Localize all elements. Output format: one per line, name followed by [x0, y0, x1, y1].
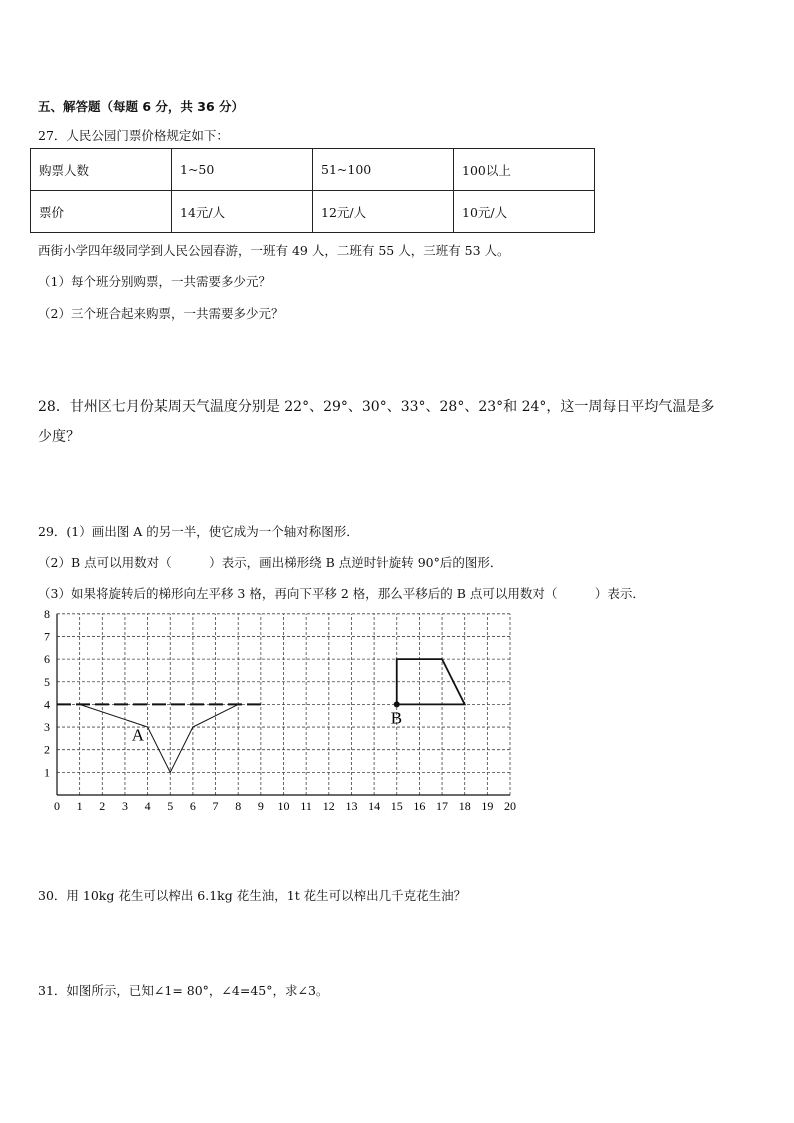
point-b-marker [394, 701, 400, 707]
q27-sub1: （1）每个班分别购票，一共需要多少元？ [38, 274, 271, 289]
q27-sub2: （2）三个班合起来购票，一共需要多少元？ [38, 306, 284, 321]
y-tick-label: 1 [44, 765, 50, 780]
q29-line2: （2）B 点可以用数对（ ）表示，画出梯形绕 B 点逆时针旋转 90°后的图形． [38, 555, 503, 570]
section-title: 五、解答题（每题 6 分，共 36 分） [38, 99, 245, 114]
table-cell: 购票人数 [31, 149, 172, 191]
x-tick-label: 14 [368, 799, 381, 813]
x-tick-label: 20 [504, 799, 516, 813]
price-table [30, 148, 595, 233]
table-cell: 10元/人 [454, 191, 595, 233]
y-tick-label: 8 [44, 606, 50, 621]
point-b-label: B [390, 708, 403, 728]
y-tick-label: 2 [44, 742, 50, 757]
coordinate-grid [0, 600, 560, 820]
x-tick-label: 10 [277, 799, 290, 813]
x-tick-label: 11 [300, 799, 312, 813]
q28-line2: 少度？ [38, 429, 80, 445]
table-cell: 票价 [31, 191, 172, 233]
y-tick-label: 7 [44, 629, 50, 644]
figure-a-label: A [131, 725, 145, 745]
q29-line3: （3）如果将旋转后的梯形向左平移 3 格，再向下平移 2 格，那么平移后的 B 点可以用数对（ ）表示． [38, 586, 645, 601]
x-tick-label: 0 [54, 799, 60, 813]
x-tick-label: 13 [345, 799, 358, 813]
table-cell: 100以上 [454, 149, 595, 191]
x-tick-label: 4 [144, 799, 151, 813]
figure-a-half [80, 704, 239, 772]
x-tick-label: 8 [235, 799, 242, 813]
y-tick-label: 4 [44, 697, 50, 712]
table-cell: 14元/人 [172, 191, 313, 233]
table-cell: 12元/人 [313, 191, 454, 233]
q27-intro: 27．人民公园门票价格规定如下： [38, 128, 229, 143]
q30-text: 30．用 10kg 花生可以榨出 6.1kg 花生油，1t 花生可以榨出几千克花生油？ [38, 888, 467, 903]
y-tick-label: 3 [44, 720, 50, 735]
q29-line1: 29．(1）画出图 A 的另一半，使它成为一个轴对称图形． [38, 524, 359, 539]
x-tick-label: 16 [413, 799, 426, 813]
table-cell: 1~50 [172, 149, 313, 191]
q31-text: 31．如图所示，已知∠1= 80°，∠4=45°，求∠3。 [38, 983, 329, 998]
q28-line1: 28．甘州区七月份某周天气温度分别是 22°、29°、30°、33°、28°、23°和 24°，这一周每日平均气温是多 [38, 399, 715, 415]
x-tick-label: 6 [189, 799, 196, 813]
x-tick-label: 5 [167, 799, 174, 813]
q27-text: 西街小学四年级同学到人民公园春游，一班有 49 人，二班有 55 人，三班有 53 人。 [38, 243, 510, 258]
table-row [31, 191, 595, 233]
table-cell: 51~100 [313, 149, 454, 191]
x-tick-label: 3 [121, 799, 128, 813]
x-tick-label: 18 [458, 799, 471, 813]
x-tick-label: 2 [99, 799, 106, 813]
x-tick-label: 12 [322, 799, 335, 813]
y-tick-label: 6 [44, 652, 50, 667]
table-row [31, 149, 595, 191]
x-tick-label: 15 [390, 799, 403, 813]
x-tick-label: 7 [212, 799, 219, 813]
x-tick-label: 9 [257, 799, 264, 813]
x-tick-label: 19 [481, 799, 494, 813]
y-tick-label: 5 [44, 674, 50, 689]
x-tick-label: 17 [436, 799, 449, 813]
x-tick-label: 1 [76, 799, 83, 813]
